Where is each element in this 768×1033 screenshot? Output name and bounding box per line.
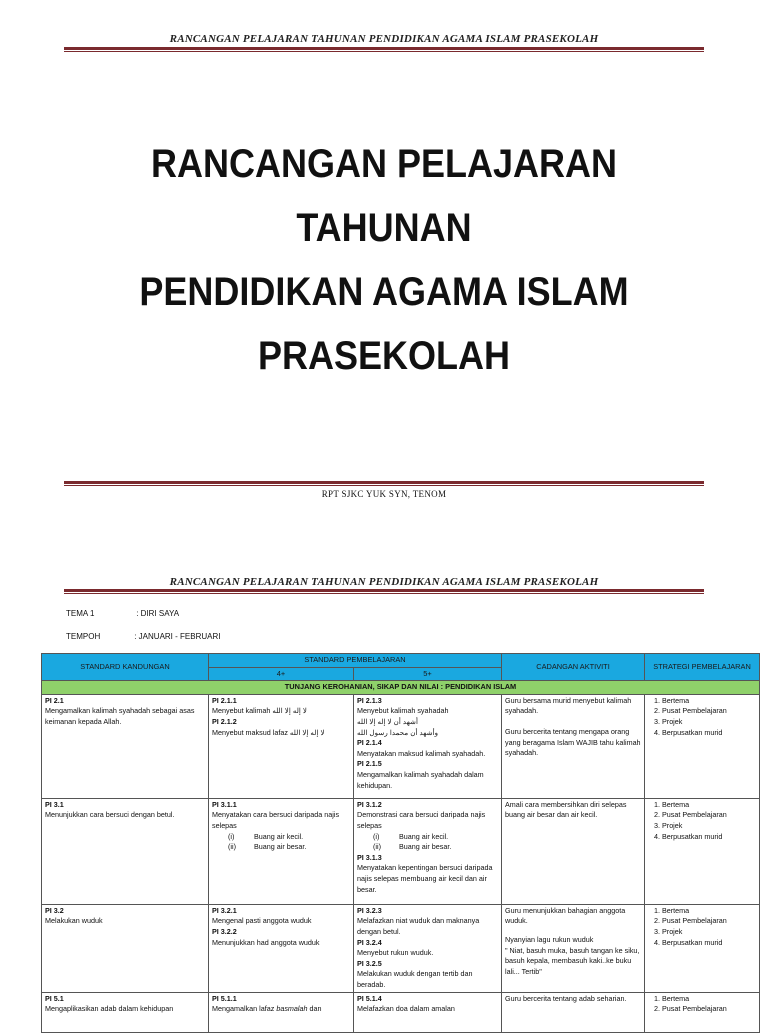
tema-value: : DIRI SAYA xyxy=(136,609,180,618)
strategi-item: 2. Pusat Pembelajaran xyxy=(662,916,756,927)
cadangan-cell xyxy=(502,694,645,798)
sp-code: PI 3.2.4 xyxy=(357,937,382,947)
section-row xyxy=(42,681,760,695)
sp-text: Menyebut kalimah syahadah xyxy=(357,706,449,716)
cadangan-cell xyxy=(502,798,645,904)
sk-cell xyxy=(42,904,209,992)
strategi-item: 3. Projek xyxy=(662,927,756,938)
sk-text: Melakukan wuduk xyxy=(45,916,103,926)
table-row xyxy=(42,694,760,798)
strategi-cell xyxy=(645,904,760,992)
title-line-3: PENDIDIKAN AGAMA ISLAM xyxy=(139,270,629,314)
strategi-item: 3. Projek xyxy=(662,821,756,832)
sp4-cell xyxy=(209,798,354,904)
col-age-5: 5+ xyxy=(354,667,502,681)
strategi-item: 1. Bertema xyxy=(662,800,756,811)
tempoh-value: : JANUARI - FEBRUARI xyxy=(134,632,221,641)
strategi-item: 2. Pusat Pembelajaran xyxy=(662,1004,756,1015)
tempoh-row xyxy=(66,632,220,641)
sp-text: Mengamalkan lafaz basmalah dan xyxy=(212,1004,322,1014)
page-header: RANCANGAN PELAJARAN TAHUNAN PENDIDIKAN AGAMA ISLAM PRASEKOLAH xyxy=(169,33,599,45)
sp-code: PI 2.1.3 xyxy=(357,695,382,705)
sk-cell xyxy=(42,798,209,904)
sk-text: Menunjukkan cara bersuci dengan betul. xyxy=(45,810,175,820)
sp-text: Demonstrasi cara bersuci daripada najis selepas xyxy=(357,810,486,830)
cadangan-text: Guru bercerita tentang adab seharian. xyxy=(505,993,627,1003)
col-standard-pembelajaran: STANDARD PEMBELAJARAN xyxy=(209,654,502,668)
page2-header-rule xyxy=(64,589,704,594)
sp-code: PI 5.1.1 xyxy=(212,993,237,1003)
sp-code: PI 3.1.3 xyxy=(357,852,382,862)
sp-code: PI 3.2.2 xyxy=(212,926,237,936)
sk-code: PI 3.2 xyxy=(45,905,64,915)
sp4-cell xyxy=(209,904,354,992)
arabic-text: وأشهد أن محمدا رسول الله xyxy=(357,727,439,737)
strategi-item: 4. Berpusatkan murid xyxy=(662,728,756,739)
sp-code: PI 3.2.5 xyxy=(357,958,382,968)
sp5-cell xyxy=(354,992,502,1032)
col-age-4: 4+ xyxy=(209,667,354,681)
sp-text: Mengamalkan kalimah syahadah dalam kehidupan. xyxy=(357,769,484,790)
school-name: RPT SJKC YUK SYN, TENOM xyxy=(321,489,447,499)
sk-text: Mengaplikasikan adab dalam kehidupan xyxy=(45,1004,174,1014)
sp-text: Melafazkan doa dalam amalan xyxy=(357,1004,455,1014)
sp-text: Melakukan wuduk dengan tertib dan beradab. xyxy=(357,969,473,989)
sk-code: PI 2.1 xyxy=(45,695,64,705)
sp-text: Menyebut rukun wuduk. xyxy=(357,948,434,958)
table-row xyxy=(42,992,760,1032)
sp-text: Menyatakan cara bersuci daripada najis selepas xyxy=(212,810,340,830)
section-title: TUNJANG KEROHANIAN, SIKAP DAN NILAI : PENDIDIKAN ISLAM xyxy=(42,681,760,695)
arabic-text: أشهد أن لا إله إلا الله xyxy=(357,716,419,726)
cadangan-text: " Niat, basuh muka, basuh tangan ke siku, basuh kepala, membasuh kaki..ke buku lali... Tertib" xyxy=(505,945,640,976)
cadangan-text: Guru menunjukkan bahagian anggota wuduk. xyxy=(505,905,626,926)
sk-cell xyxy=(42,694,209,798)
cadangan-cell xyxy=(502,992,645,1032)
sp-code: PI 3.2.3 xyxy=(357,905,382,915)
cadangan-text: Guru bersama murid menyebut kalimah syahadah. xyxy=(505,695,632,716)
footer-rule xyxy=(64,481,704,486)
sk-code: PI 5.1 xyxy=(45,993,64,1003)
tema-row xyxy=(66,609,179,618)
tempoh-label: TEMPOH xyxy=(66,632,101,641)
title-line-1: RANCANGAN PELAJARAN xyxy=(150,142,618,186)
sp4-cell xyxy=(209,694,354,798)
sk-text: Mengamalkan kalimah syahadah sebagai asas keimanan kepada Allah. xyxy=(45,706,195,726)
cadangan-text: Nyanyian lagu rukun wuduk xyxy=(505,934,594,944)
strategi-cell xyxy=(645,694,760,798)
strategi-item: 2. Pusat Pembelajaran xyxy=(662,810,756,821)
document-title xyxy=(38,132,729,388)
strategi-item: 2. Pusat Pembelajaran xyxy=(662,706,756,717)
sp-text: Melafazkan niat wuduk dan maknanya dengan betul. xyxy=(357,916,480,936)
strategi-item: 1. Bertema xyxy=(662,994,756,1005)
sp-code: PI 3.2.1 xyxy=(212,905,237,915)
table-header-row xyxy=(42,654,760,668)
col-strategi: STRATEGI PEMBELAJARAN xyxy=(645,654,760,681)
sp5-cell xyxy=(354,798,502,904)
sp-text: Menunjukkan had anggota wuduk xyxy=(212,937,320,947)
sp5-cell xyxy=(354,904,502,992)
sp-code: PI 2.1.5 xyxy=(357,759,382,769)
header-rule xyxy=(64,47,704,52)
rpt-table xyxy=(41,653,760,1033)
sp4-cell xyxy=(209,992,354,1032)
sp-text: Menyebut maksud lafaz لا إله إلا الله xyxy=(212,727,325,737)
page2-header: RANCANGAN PELAJARAN TAHUNAN PENDIDIKAN AGAMA ISLAM PRASEKOLAH xyxy=(169,576,599,588)
title-line-2: TAHUNAN xyxy=(296,206,472,250)
cadangan-text: Amali cara membersihkan diri selepas buang air besar dan air kecil. xyxy=(505,799,627,820)
strategi-cell xyxy=(645,798,760,904)
sp-code: PI 5.1.4 xyxy=(357,993,382,1003)
strategi-item: 4. Berpusatkan murid xyxy=(662,832,756,843)
strategi-item: 1. Bertema xyxy=(662,696,756,707)
sk-cell xyxy=(42,992,209,1032)
col-cadangan-aktiviti: CADANGAN AKTIVITI xyxy=(502,654,645,681)
strategi-item: 4. Berpusatkan murid xyxy=(662,938,756,949)
cadangan-cell xyxy=(502,904,645,992)
table-row xyxy=(42,904,760,992)
table-row xyxy=(42,798,760,904)
strategi-item: 3. Projek xyxy=(662,717,756,728)
sp-text: Menyebut kalimah لا إله إلا الله xyxy=(212,706,307,716)
sp-code: PI 3.1.1 xyxy=(212,799,237,809)
sub-item: (ii) Buang air besar. xyxy=(373,842,452,852)
sp-code: PI 2.1.4 xyxy=(357,738,382,748)
sp-text: Mengenal pasti anggota wuduk xyxy=(212,916,312,926)
sp-text: Menyatakan kepentingan bersuci daripada najis selepas membuang air kecil dan air besar. xyxy=(357,863,493,894)
title-line-4: PRASEKOLAH xyxy=(257,334,511,378)
cadangan-text: Guru bercerita tentang mengapa orang yang beragama Islam WAJIB tahu kalimah syahadah. xyxy=(505,726,641,758)
strategi-item: 1. Bertema xyxy=(662,906,756,917)
sp-text: Menyatakan maksud kalimah syahadah. xyxy=(357,748,486,758)
sp-code: PI 2.1.1 xyxy=(212,695,237,705)
tema-label: TEMA 1 xyxy=(66,609,95,618)
sp-code: PI 2.1.2 xyxy=(212,716,237,726)
strategi-cell xyxy=(645,992,760,1032)
col-standard-kandungan: STANDARD KANDUNGAN xyxy=(42,654,209,681)
sub-item: (i) Buang air kecil. xyxy=(373,831,449,841)
sub-item: (i) Buang air kecil. xyxy=(228,831,304,841)
sp5-cell xyxy=(354,694,502,798)
sub-item: (ii) Buang air besar. xyxy=(228,842,307,852)
sp-code: PI 3.1.2 xyxy=(357,799,382,809)
sk-code: PI 3.1 xyxy=(45,799,64,809)
